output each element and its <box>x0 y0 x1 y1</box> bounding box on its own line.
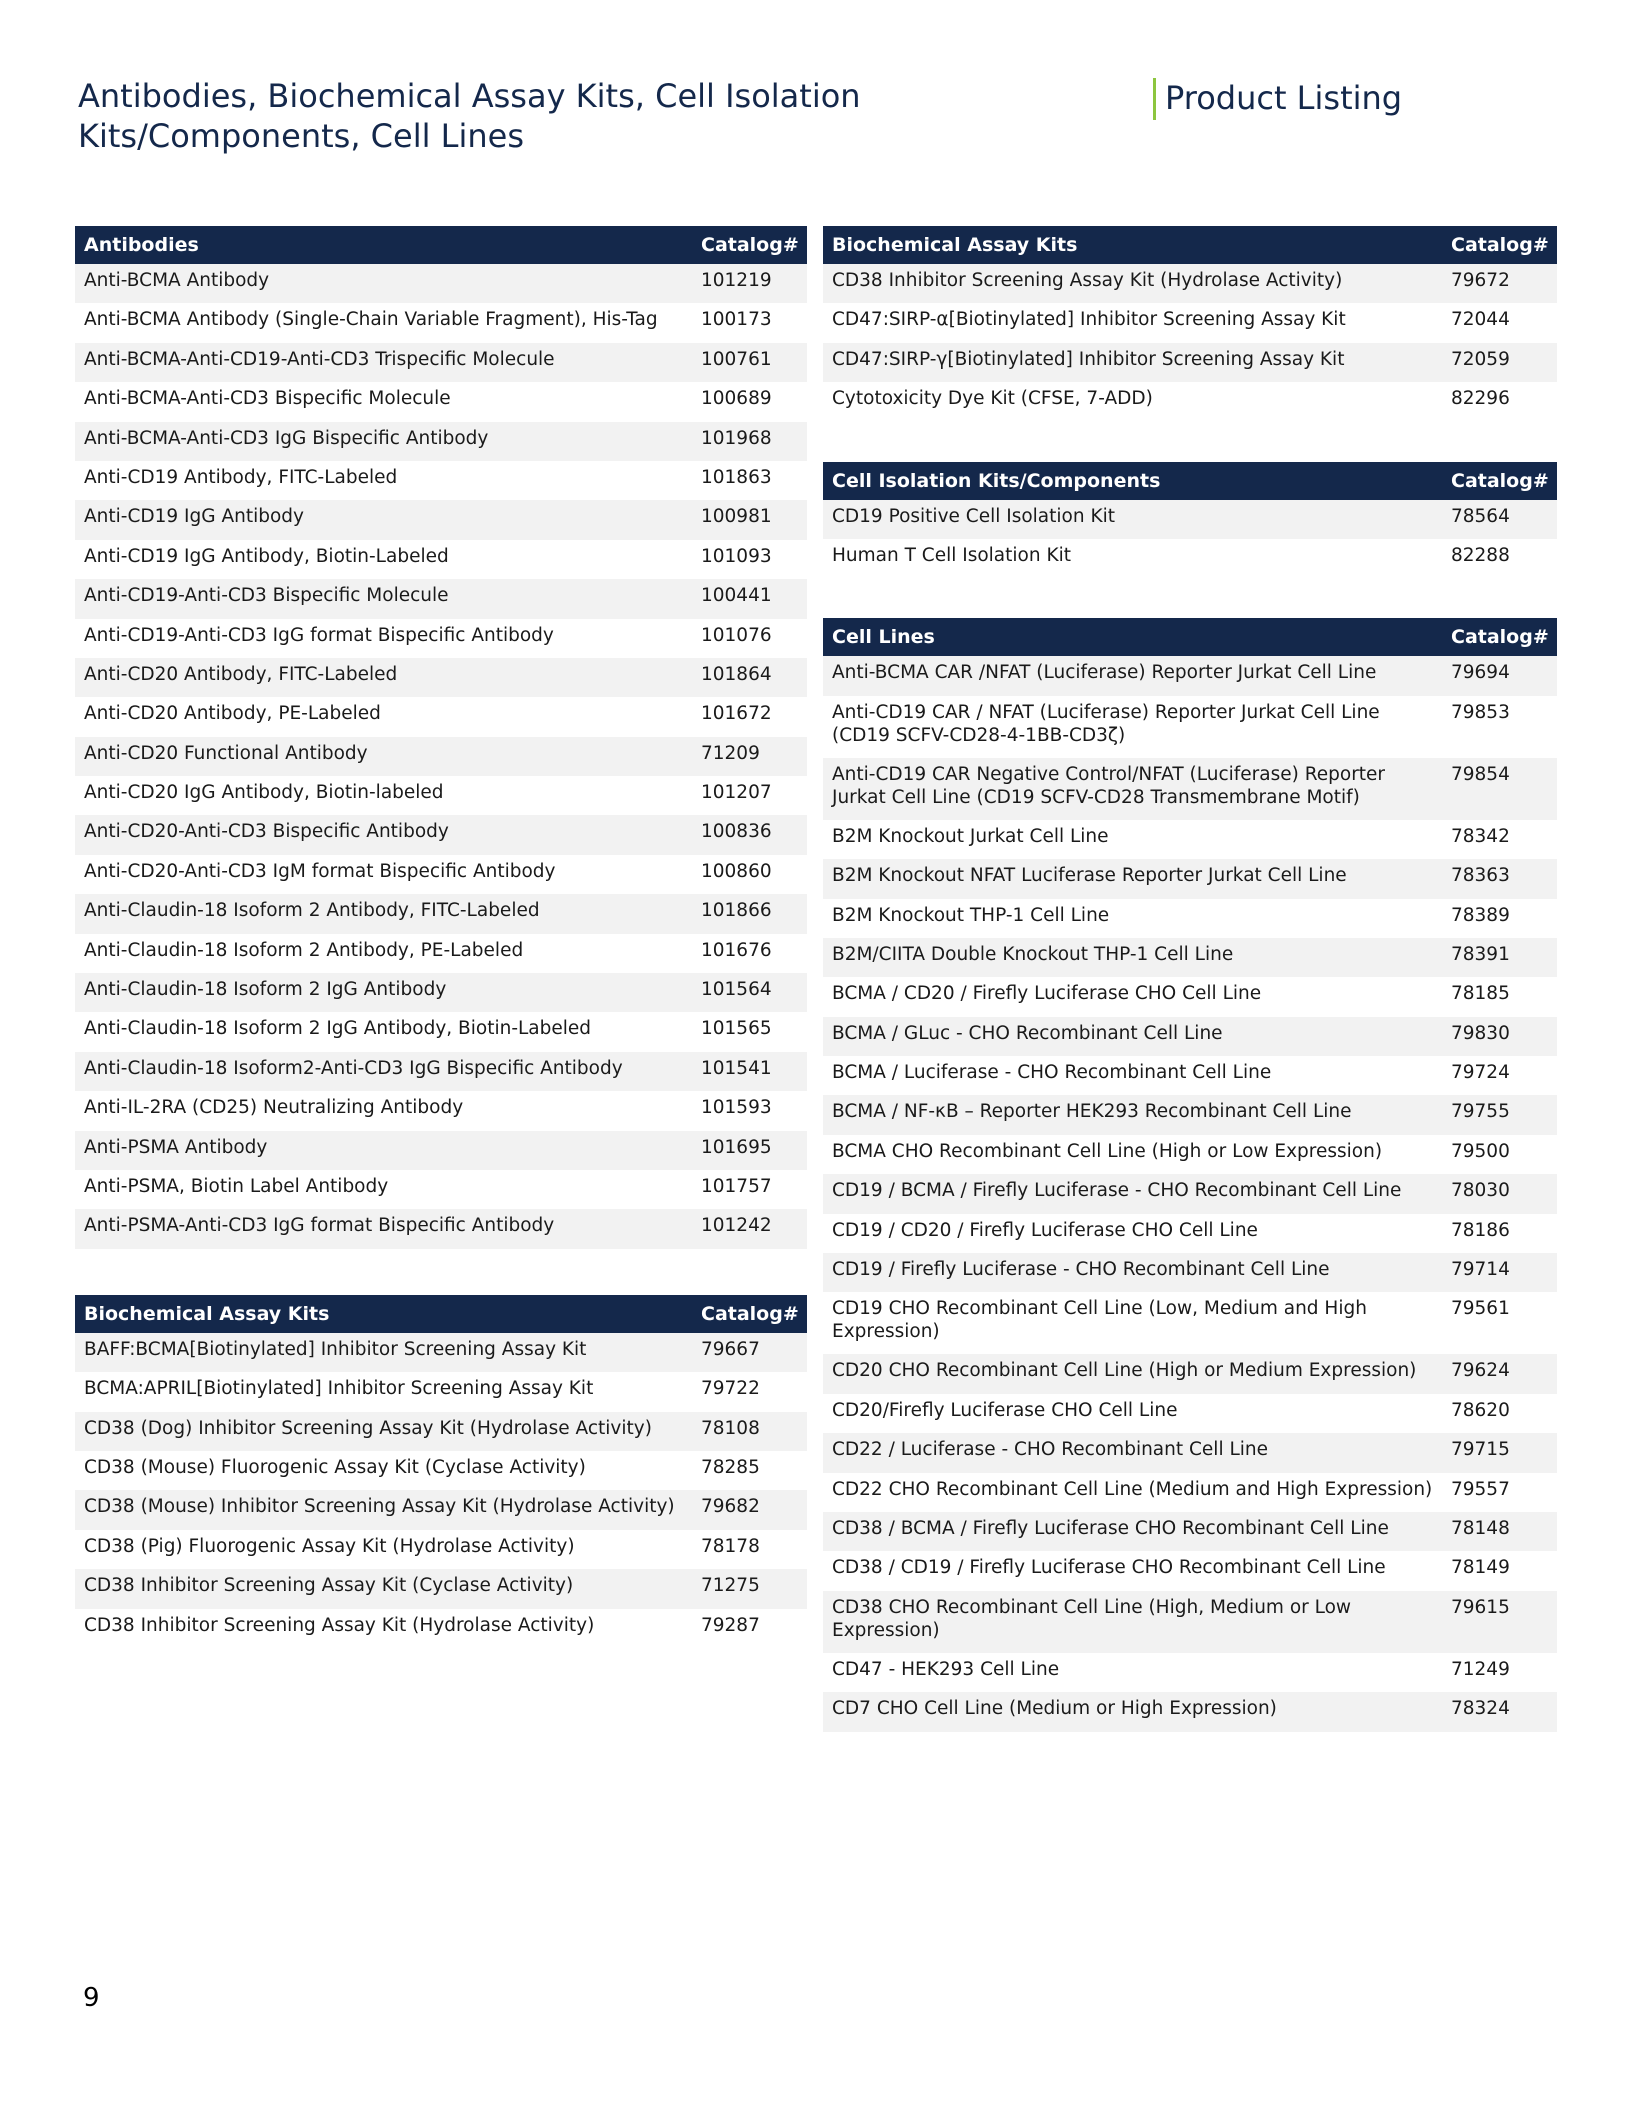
table-heading: Cell Lines <box>832 626 935 649</box>
table-row <box>75 1530 807 1569</box>
table-row <box>823 1056 1557 1095</box>
cell-lines-table <box>823 618 1557 1731</box>
product-name: Cytotoxicity Dye Kit (CFSE, 7-ADD) <box>832 388 1153 410</box>
catalog-number: 79724 <box>1451 1062 1510 1084</box>
product-name: Anti-BCMA Antibody (Single-Chain Variable Fragment), His-Tag <box>84 309 658 331</box>
catalog-number: 82296 <box>1451 388 1510 410</box>
catalog-number: 78149 <box>1451 1557 1510 1579</box>
product-name: CD47:SIRP-γ[Biotinylated] Inhibitor Screening Assay Kit <box>832 348 1345 370</box>
table-header <box>823 618 1557 656</box>
table-row <box>823 264 1557 303</box>
catalog-number: 71209 <box>701 742 760 764</box>
product-name: CD38 (Dog) Inhibitor Screening Assay Kit (Hydrolase Activity) <box>84 1417 652 1439</box>
catalog-number: 100441 <box>701 585 772 607</box>
table-row <box>75 737 807 776</box>
table-row <box>75 264 807 303</box>
table-row <box>75 1372 807 1411</box>
product-name: Anti-CD20 Antibody, FITC-Labeled <box>84 663 398 685</box>
catalog-number: 79561 <box>1451 1298 1510 1320</box>
product-name: Anti-CD20 Antibody, PE-Labeled <box>84 703 381 725</box>
table-row <box>823 758 1557 820</box>
catalog-number: 101863 <box>701 466 772 488</box>
table-row <box>75 1451 807 1490</box>
product-name: Anti-IL-2RA (CD25) Neutralizing Antibody <box>84 1097 464 1119</box>
catalog-number: 101093 <box>701 545 772 567</box>
product-name: BCMA / Luciferase - CHO Recombinant Cell Line <box>832 1062 1272 1084</box>
catalog-number: 78108 <box>701 1417 760 1439</box>
catalog-number: 78324 <box>1451 1698 1510 1720</box>
table-row <box>75 1131 807 1170</box>
product-name: B2M Knockout Jurkat Cell Line <box>832 825 1109 847</box>
catalog-number: 78564 <box>1451 505 1510 527</box>
table-row <box>823 1292 1557 1354</box>
product-name: CD38 (Mouse) Inhibitor Screening Assay Kit (Hydrolase Activity) <box>84 1496 675 1518</box>
product-name: CD38 Inhibitor Screening Assay Kit (Hydrolase Activity) <box>832 270 1343 291</box>
catalog-number: 78186 <box>1451 1219 1510 1241</box>
table-header <box>75 226 807 264</box>
catalog-number: 100761 <box>701 348 772 370</box>
table-heading: Cell Isolation Kits/Components <box>832 469 1161 492</box>
product-name: CD38 (Mouse) Fluorogenic Assay Kit (Cyclase Activity) <box>84 1456 586 1478</box>
table-row <box>823 656 1557 695</box>
product-name: Anti-PSMA, Biotin Label Antibody <box>84 1175 389 1197</box>
table-row <box>75 422 807 461</box>
catalog-number: 79624 <box>1451 1360 1510 1382</box>
catalog-number: 100689 <box>701 388 772 410</box>
product-name: BCMA / NF-κB – Reporter HEK293 Recombinant Cell Line <box>832 1101 1352 1123</box>
table-heading: Antibodies <box>84 234 199 256</box>
table-row <box>823 820 1557 859</box>
table-row <box>75 1609 807 1648</box>
table-body <box>823 500 1557 579</box>
catalog-column-label: Catalog# <box>1451 469 1549 492</box>
product-name: B2M/CIITA Double Knockout THP-1 Cell Line <box>832 943 1234 965</box>
biochemical-assay-kits-table-right <box>823 226 1557 422</box>
catalog-number: 100981 <box>701 506 772 528</box>
table-row <box>823 303 1557 342</box>
product-name: Anti-CD19 CAR / NFAT (Luciferase) Reporter Jurkat Cell Line (CD19 SCFV-CD28-4-1BB-CD3ζ) <box>832 701 1380 746</box>
catalog-number: 101757 <box>701 1175 772 1197</box>
table-body <box>75 1333 807 1648</box>
catalog-number: 71275 <box>701 1575 760 1597</box>
product-name: CD22 / Luciferase - CHO Recombinant Cell Line <box>832 1439 1269 1461</box>
catalog-number: 78030 <box>1451 1180 1510 1202</box>
table-header <box>823 226 1557 264</box>
product-name: Anti-CD19-Anti-CD3 IgG format Bispecific Antibody <box>84 624 554 646</box>
product-name: BCMA CHO Recombinant Cell Line (High or Low Expression) <box>832 1140 1383 1162</box>
product-name: Anti-CD20-Anti-CD3 IgM format Bispecific Antibody <box>84 860 556 882</box>
catalog-number: 79755 <box>1451 1101 1510 1123</box>
table-row <box>823 1095 1557 1134</box>
right-column <box>823 226 1557 1732</box>
table-row <box>75 540 807 579</box>
product-name: CD19 CHO Recombinant Cell Line (Low, Medium and High Expression) <box>832 1298 1367 1343</box>
catalog-number: 79694 <box>1451 662 1510 684</box>
table-row <box>823 1591 1557 1653</box>
catalog-number: 101564 <box>701 979 772 1001</box>
table-row <box>823 343 1557 382</box>
catalog-number: 101207 <box>701 782 772 804</box>
product-name: CD19 / Firefly Luciferase - CHO Recombinant Cell Line <box>832 1259 1330 1281</box>
table-row <box>823 500 1557 539</box>
product-name: Anti-PSMA Antibody <box>84 1136 268 1158</box>
product-name: CD38 CHO Recombinant Cell Line (High, Medium or Low Expression) <box>832 1596 1352 1641</box>
catalog-column-label: Catalog# <box>701 234 799 256</box>
catalog-number: 79500 <box>1451 1140 1510 1162</box>
table-row <box>75 619 807 658</box>
catalog-number: 79722 <box>701 1378 760 1400</box>
table-row <box>75 343 807 382</box>
table-row <box>823 1394 1557 1433</box>
catalog-number: 78389 <box>1451 904 1510 926</box>
product-name: BCMA:APRIL[Biotinylated] Inhibitor Screening Assay Kit <box>84 1378 594 1400</box>
product-name: BAFF:BCMA[Biotinylated] Inhibitor Screening Assay Kit <box>84 1338 587 1360</box>
product-name: B2M Knockout THP-1 Cell Line <box>832 904 1110 926</box>
catalog-number: 78620 <box>1451 1399 1510 1421</box>
table-row <box>823 1174 1557 1213</box>
product-name: Anti-CD20 IgG Antibody, Biotin-labeled <box>84 782 444 804</box>
product-name: Anti-CD20 Functional Antibody <box>84 742 368 764</box>
product-name: Anti-Claudin-18 Isoform 2 IgG Antibody <box>84 979 447 1001</box>
table-row <box>75 894 807 933</box>
catalog-number: 79615 <box>1451 1596 1510 1618</box>
table-row <box>823 1017 1557 1056</box>
catalog-column-label: Catalog# <box>1451 234 1549 256</box>
table-row <box>75 1569 807 1608</box>
page-title-line-2: Kits/Components, Cell Lines <box>78 117 525 155</box>
catalog-number: 101565 <box>701 1018 772 1040</box>
catalog-number: 79287 <box>701 1614 760 1636</box>
catalog-number: 78148 <box>1451 1517 1510 1539</box>
product-name: Anti-CD20-Anti-CD3 Bispecific Antibody <box>84 821 449 843</box>
table-row <box>75 934 807 973</box>
table-row <box>823 1692 1557 1731</box>
table-row <box>823 382 1557 421</box>
table-row <box>75 973 807 1012</box>
page-title-line-1: Antibodies, Biochemical Assay Kits, Cell Isolation <box>78 77 861 115</box>
left-column <box>75 226 807 1648</box>
table-row <box>823 1354 1557 1393</box>
cell-isolation-table <box>823 462 1557 579</box>
table-row <box>823 977 1557 1016</box>
catalog-number: 101672 <box>701 703 772 725</box>
catalog-number: 101676 <box>701 939 772 961</box>
table-row <box>823 1253 1557 1292</box>
page-title <box>78 76 978 156</box>
catalog-number: 78342 <box>1451 825 1510 847</box>
product-name: Anti-BCMA-Anti-CD19-Anti-CD3 Trispecific Molecule <box>84 348 555 370</box>
table-heading: Biochemical Assay Kits <box>84 1302 330 1325</box>
table-body <box>823 264 1557 422</box>
table-row <box>75 1490 807 1529</box>
table-row <box>75 697 807 736</box>
catalog-number: 72059 <box>1451 348 1510 370</box>
catalog-number: 79682 <box>701 1496 760 1518</box>
catalog-number: 79714 <box>1451 1259 1510 1281</box>
product-name: CD38 Inhibitor Screening Assay Kit (Hydrolase Activity) <box>84 1614 595 1636</box>
table-row <box>75 1091 807 1130</box>
table-row <box>75 1209 807 1248</box>
catalog-number: 78391 <box>1451 943 1510 965</box>
product-name: Anti-Claudin-18 Isoform2-Anti-CD3 IgG Bispecific Antibody <box>84 1057 623 1079</box>
product-name: B2M Knockout NFAT Luciferase Reporter Jurkat Cell Line <box>832 865 1347 887</box>
product-name: CD19 Positive Cell Isolation Kit <box>832 505 1115 527</box>
catalog-number: 79853 <box>1451 701 1510 723</box>
table-row <box>823 859 1557 898</box>
catalog-number: 78363 <box>1451 865 1510 887</box>
product-name: CD38 / BCMA / Firefly Luciferase CHO Recombinant Cell Line <box>832 1517 1389 1539</box>
table-row <box>75 303 807 342</box>
catalog-number: 100836 <box>701 821 772 843</box>
table-row <box>823 938 1557 977</box>
table-row <box>823 1512 1557 1551</box>
antibodies-table <box>75 226 807 1249</box>
catalog-number: 100860 <box>701 860 772 882</box>
catalog-column-label: Catalog# <box>701 1302 799 1325</box>
product-name: Anti-BCMA CAR /NFAT (Luciferase) Reporter Jurkat Cell Line <box>832 662 1377 684</box>
product-name: CD20 CHO Recombinant Cell Line (High or Medium Expression) <box>832 1360 1417 1382</box>
catalog-number: 78178 <box>701 1535 760 1557</box>
catalog-number: 79854 <box>1451 763 1510 785</box>
product-name: CD38 (Pig) Fluorogenic Assay Kit (Hydrolase Activity) <box>84 1535 575 1557</box>
table-row <box>75 855 807 894</box>
product-name: Anti-CD19 IgG Antibody <box>84 506 304 528</box>
page-number: 9 <box>83 1983 100 2013</box>
table-row <box>823 1135 1557 1174</box>
table-row <box>75 500 807 539</box>
biochemical-assay-kits-table-left <box>75 1295 807 1648</box>
product-name: CD7 CHO Cell Line (Medium or High Expression) <box>832 1698 1277 1720</box>
table-row <box>75 658 807 697</box>
table-row <box>823 1653 1557 1692</box>
product-name: BCMA / GLuc - CHO Recombinant Cell Line <box>832 1022 1223 1044</box>
catalog-number: 101866 <box>701 900 772 922</box>
catalog-number: 78285 <box>701 1456 760 1478</box>
catalog-number: 79667 <box>701 1338 760 1360</box>
table-row <box>823 1551 1557 1590</box>
product-name: CD20/Firefly Luciferase CHO Cell Line <box>832 1399 1178 1421</box>
product-name: CD38 / CD19 / Firefly Luciferase CHO Recombinant Cell Line <box>832 1557 1386 1579</box>
product-name: Anti-BCMA Antibody <box>84 270 270 291</box>
catalog-number: 101219 <box>701 270 772 291</box>
product-name: CD47 - HEK293 Cell Line <box>832 1658 1060 1680</box>
catalog-number: 79672 <box>1451 270 1510 291</box>
table-row <box>823 1433 1557 1472</box>
table-header <box>75 1295 807 1333</box>
product-name: Anti-Claudin-18 Isoform 2 IgG Antibody, Biotin-Labeled <box>84 1018 592 1040</box>
catalog-number: 101242 <box>701 1215 772 1237</box>
product-name: Anti-CD19 Antibody, FITC-Labeled <box>84 466 398 488</box>
catalog-number: 71249 <box>1451 1658 1510 1680</box>
product-name: Human T Cell Isolation Kit <box>832 544 1071 566</box>
product-name: Anti-CD19 IgG Antibody, Biotin-Labeled <box>84 545 449 567</box>
catalog-number: 72044 <box>1451 309 1510 331</box>
catalog-number: 101076 <box>701 624 772 646</box>
table-row <box>75 461 807 500</box>
catalog-column-label: Catalog# <box>1451 626 1549 649</box>
table-row <box>823 899 1557 938</box>
catalog-number: 79557 <box>1451 1478 1510 1500</box>
product-name: Anti-Claudin-18 Isoform 2 Antibody, FITC-Labeled <box>84 900 540 922</box>
product-name: Anti-BCMA-Anti-CD3 IgG Bispecific Antibody <box>84 427 489 449</box>
product-name: BCMA / CD20 / Firefly Luciferase CHO Cell Line <box>832 983 1262 1005</box>
product-name: Anti-BCMA-Anti-CD3 Bispecific Molecule <box>84 388 451 410</box>
product-name: CD38 Inhibitor Screening Assay Kit (Cyclase Activity) <box>84 1575 574 1597</box>
catalog-number: 101541 <box>701 1057 772 1079</box>
product-name: CD22 CHO Recombinant Cell Line (Medium and High Expression) <box>832 1478 1433 1500</box>
catalog-number: 101968 <box>701 427 772 449</box>
table-row <box>75 579 807 618</box>
table-row <box>75 815 807 854</box>
table-row <box>75 776 807 815</box>
catalog-number: 79715 <box>1451 1439 1510 1461</box>
product-name: Anti-CD19-Anti-CD3 Bispecific Molecule <box>84 585 449 607</box>
table-row <box>75 1333 807 1372</box>
product-name: CD19 / BCMA / Firefly Luciferase - CHO Recombinant Cell Line <box>832 1180 1402 1202</box>
table-body <box>75 264 807 1249</box>
catalog-number: 100173 <box>701 309 772 331</box>
catalog-number: 101593 <box>701 1097 772 1119</box>
table-row <box>75 1170 807 1209</box>
table-row <box>823 539 1557 578</box>
table-row <box>75 1052 807 1091</box>
catalog-number: 101864 <box>701 663 772 685</box>
catalog-number: 82288 <box>1451 544 1510 566</box>
product-name: Anti-Claudin-18 Isoform 2 Antibody, PE-Labeled <box>84 939 524 961</box>
product-name: CD19 / CD20 / Firefly Luciferase CHO Cell Line <box>832 1219 1258 1241</box>
table-row <box>823 696 1557 758</box>
table-row <box>75 382 807 421</box>
section-label: Product Listing <box>1153 78 1402 120</box>
table-row <box>823 1214 1557 1253</box>
catalog-number: 101695 <box>701 1136 772 1158</box>
table-body <box>823 656 1557 1731</box>
product-name: CD47:SIRP-α[Biotinylated] Inhibitor Screening Assay Kit <box>832 309 1346 331</box>
catalog-number: 79830 <box>1451 1022 1510 1044</box>
table-heading: Biochemical Assay Kits <box>832 234 1078 256</box>
catalog-number: 78185 <box>1451 983 1510 1005</box>
product-name: Anti-CD19 CAR Negative Control/NFAT (Luciferase) Reporter Jurkat Cell Line (CD19 SCFV-CD28 Transmembrane Motif) <box>832 763 1386 808</box>
table-row <box>823 1473 1557 1512</box>
table-row <box>75 1012 807 1051</box>
table-header <box>823 462 1557 500</box>
product-name: Anti-PSMA-Anti-CD3 IgG format Bispecific Antibody <box>84 1215 555 1237</box>
table-row <box>75 1412 807 1451</box>
